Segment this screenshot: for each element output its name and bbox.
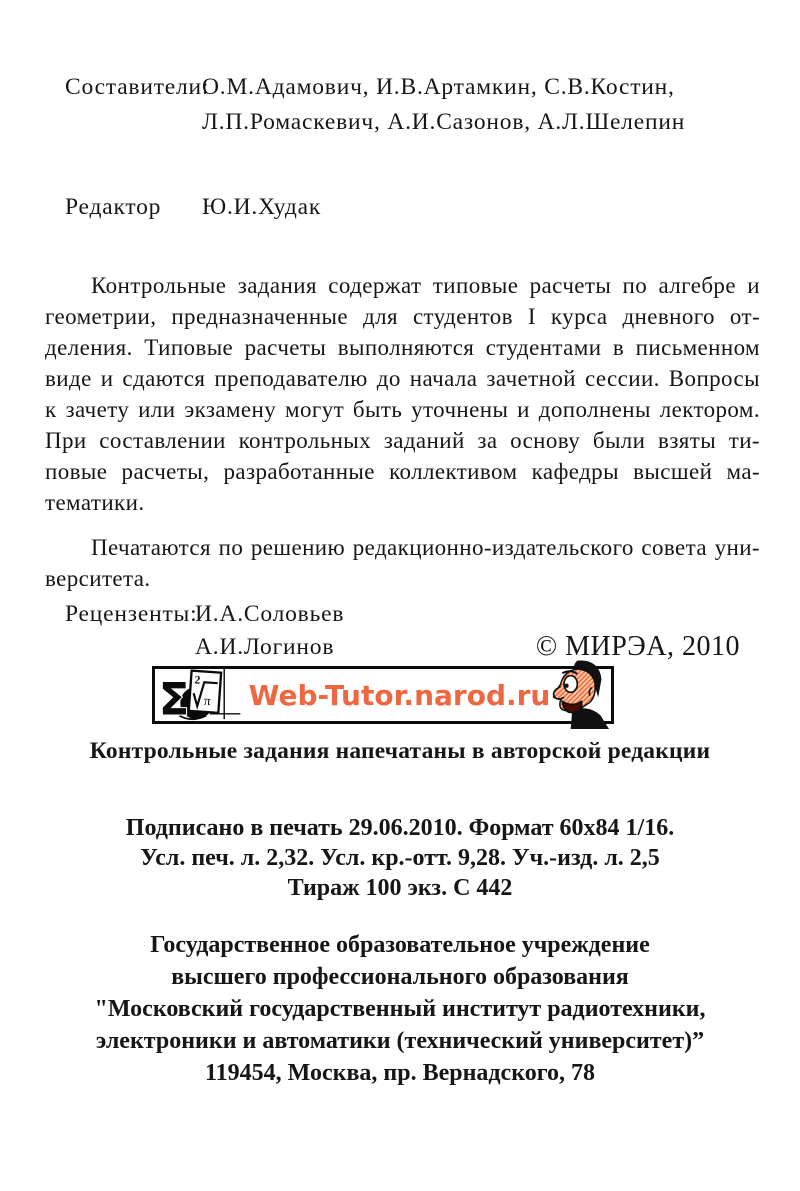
imprint-line: Подписано в печать 29.06.2010. Формат 60х84 1/16. (125, 815, 675, 841)
reviewers-label: Рецензенты: (65, 601, 198, 627)
web-tutor-url-text: Web-Tutor.narod.ru (248, 678, 551, 712)
print-imprint-block (40, 813, 760, 903)
copyright-notice: © МИРЭА, 2010 (535, 631, 740, 662)
abstract-paragraph (45, 270, 760, 518)
editor-name: Ю.И.Худак (202, 194, 322, 220)
publisher-address-block (40, 929, 760, 1089)
publisher-line: "Московский государственный институт радиотехники, (94, 996, 706, 1022)
abstract-line: При составлении контрольных заданий за основу были взяты ти- (45, 428, 760, 453)
svg-text:π: π (203, 692, 212, 709)
editor-label: Редактор (65, 194, 162, 220)
decision-line: Печатаются по решению редакционно-издательского совета уни- (91, 535, 760, 560)
abstract-line: к зачету или экзамену могут быть уточнены и дополнены лектором. (45, 397, 760, 422)
compilers-names-line1: О.М.Адамович, И.В.Артамкин, С.В.Костин, (202, 74, 675, 100)
abstract-line: Контрольные задания содержат типовые расчеты по алгебре и (91, 273, 760, 298)
abstract-line: тематики. (45, 490, 145, 515)
publisher-line: Государственное образовательное учреждение (150, 932, 650, 958)
editor-block (65, 190, 760, 225)
surprised-man-cartoon-face-icon (548, 659, 610, 729)
publisher-line: высшего профессионального образования (171, 964, 629, 990)
abstract-line: геометрии, предназначенные для студентов I курса дневного от- (45, 304, 760, 329)
math-sigma-root-pi-logo-icon (156, 669, 244, 721)
svg-text:2: 2 (194, 673, 201, 687)
reviewer-name: И.А.Соловьев (195, 601, 345, 627)
reviewers-copyright-row (40, 598, 760, 664)
author-edition-note: Контрольные задания напечатаны в авторской редакции (89, 738, 711, 764)
abstract-line: деления. Типовые расчеты выполняются студентами в письменном (45, 335, 760, 360)
svg-text:Σ: Σ (158, 672, 190, 721)
imprint-line: Усл. печ. л. 2,32. Усл. кр.-отт. 9,28. Уч.-изд. л. 2,5 (140, 845, 660, 871)
abstract-line: виде и сдаются преподавателю до начала зачетной сессии. Вопросы (45, 366, 760, 391)
decision-line: верситета. (45, 566, 151, 591)
reviewer-name: А.И.Логинов (195, 634, 335, 660)
publisher-line: электроники и автоматики (технический университет)” (95, 1028, 705, 1054)
publisher-line: 119454, Москва, пр. Вернадского, 78 (204, 1060, 596, 1086)
reviewers-block (65, 598, 536, 664)
decision-note (45, 532, 760, 594)
scanned-page (0, 70, 800, 1089)
compilers-names-line2: Л.П.Ромаскевич, А.И.Сазонов, А.Л.Шелепин (202, 109, 686, 135)
abstract-line: повые расчеты, разработанные коллективом кафедры высшей ма- (45, 459, 760, 484)
imprint-line: Тираж 100 экз. С 442 (287, 875, 513, 901)
compilers-label: Составители: (65, 74, 210, 100)
compilers-block (65, 70, 760, 140)
web-tutor-watermark-banner (152, 666, 614, 724)
